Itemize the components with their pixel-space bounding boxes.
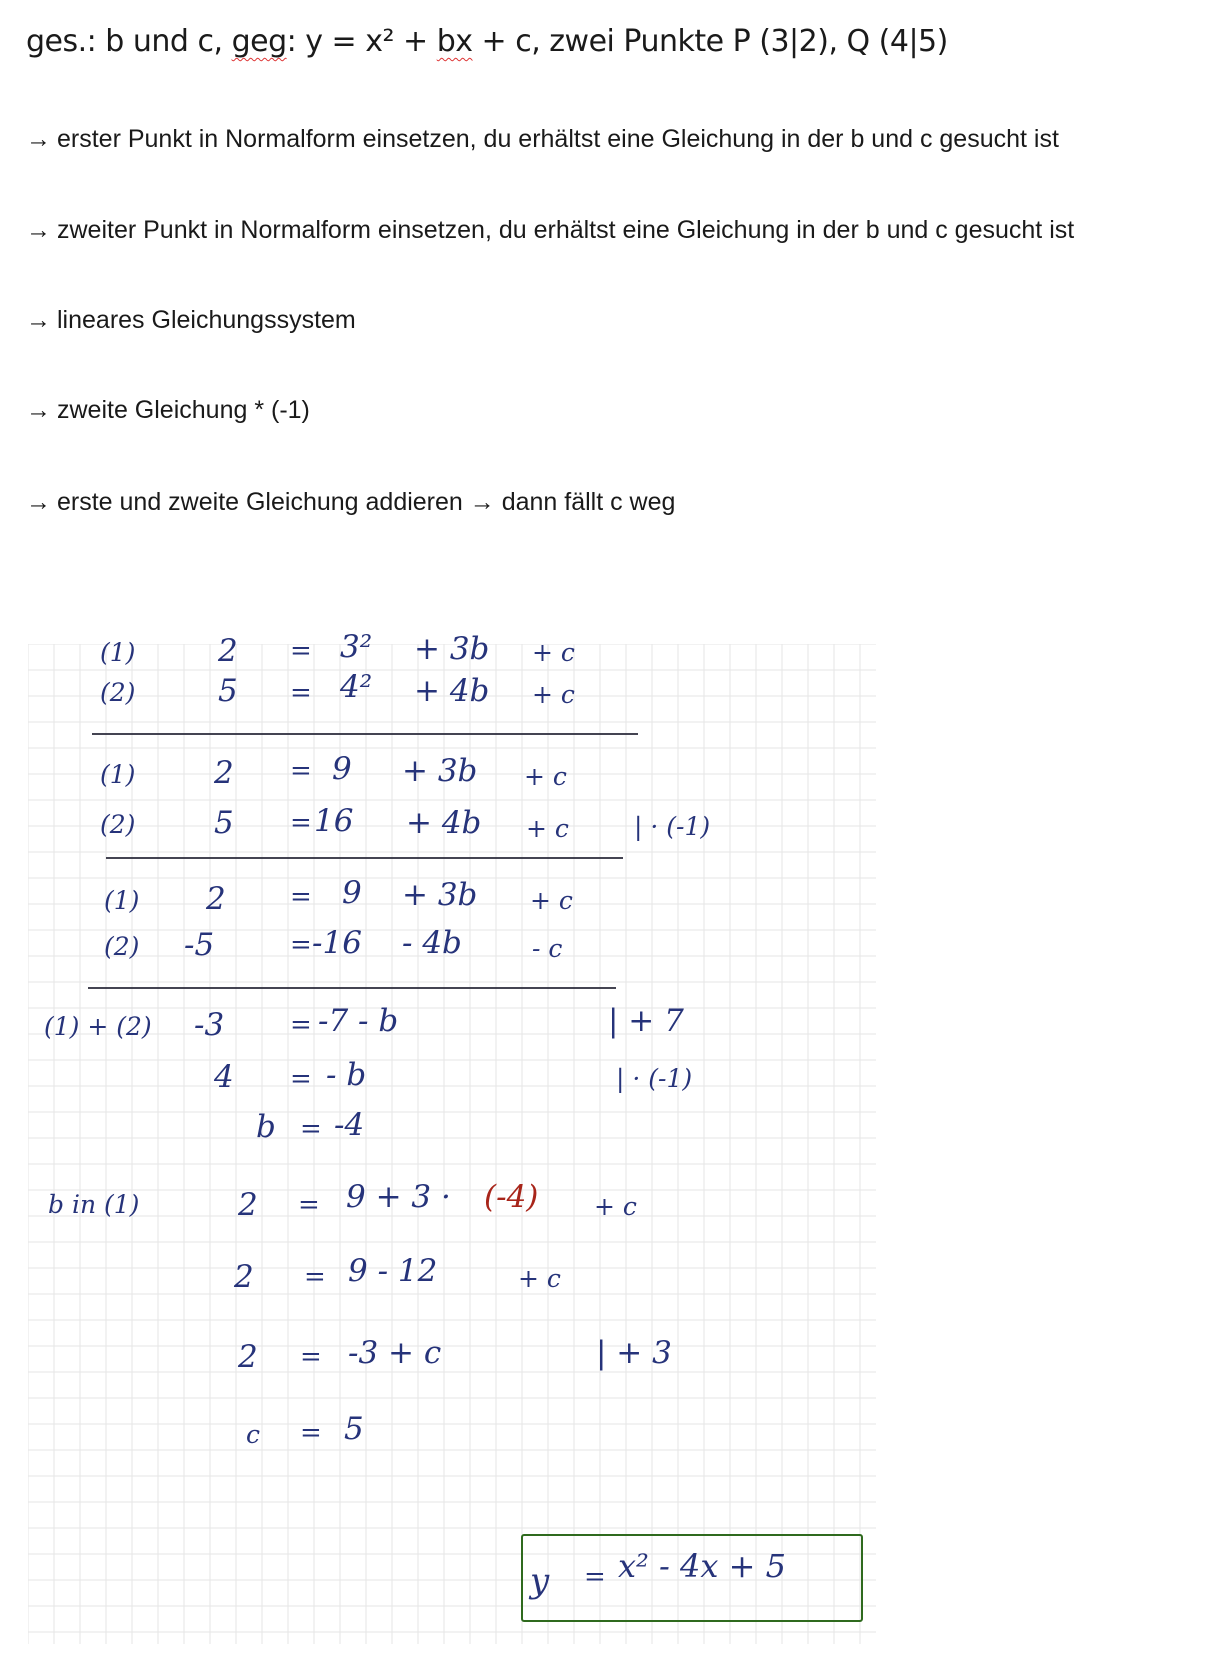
heading-prefix: ges.: b und c,	[26, 24, 232, 59]
equation-term: - 4b	[402, 925, 462, 961]
equals-sign: =	[300, 1418, 322, 1448]
equation-lhs: 5	[218, 673, 238, 709]
equals-sign: =	[290, 882, 312, 912]
heading-points: + c, zwei Punkte P (3|2), Q (4|5)	[472, 24, 948, 59]
graph-paper-grid	[28, 644, 876, 1644]
step-3	[26, 306, 356, 335]
operation-note: | · (-1)	[634, 812, 711, 841]
operation-note: | · (-1)	[616, 1064, 693, 1093]
equals-sign: =	[298, 1190, 320, 1220]
equation-lhs: 2	[238, 1339, 258, 1375]
equation-term: 16	[314, 803, 354, 839]
task-heading	[26, 24, 948, 59]
equation-rhs: - b	[326, 1057, 367, 1093]
equation-term: + 4b	[406, 805, 482, 841]
equation-lhs: -5	[184, 927, 215, 963]
equation-term: + c	[518, 1264, 561, 1293]
operation-note: | + 7	[608, 1003, 684, 1039]
equation-label: (1) + (2)	[44, 1012, 152, 1041]
equals-sign: =	[304, 1262, 326, 1292]
equation-term: 3²	[340, 629, 373, 665]
equals-sign: =	[290, 636, 312, 666]
substituted-value: (-4)	[484, 1179, 539, 1215]
step-1	[26, 125, 1059, 154]
equation-term: - c	[532, 934, 563, 963]
arrow-icon: →	[26, 396, 51, 424]
operation-note: | + 3	[596, 1335, 672, 1371]
arrow-icon: →	[26, 125, 51, 153]
equation-label: (1)	[100, 760, 136, 789]
answer-rhs: x² - 4x + 5	[618, 1547, 786, 1585]
equation-label: (2)	[100, 678, 136, 707]
equation-label: (1)	[100, 638, 136, 667]
equals-sign: =	[300, 1342, 322, 1372]
equals-sign: =	[290, 1064, 312, 1094]
equation-rhs: -7 - b	[318, 1003, 399, 1039]
equation-term: + 3b	[402, 877, 478, 913]
equation-term: 9	[332, 751, 352, 787]
equation-rhs: 9 + 3 ·	[346, 1179, 451, 1215]
equation-term: + c	[526, 814, 569, 843]
equation-term: 9	[342, 875, 362, 911]
step-4	[26, 396, 310, 425]
equation-term: + c	[532, 680, 575, 709]
step-5-text: erste und zweite Gleichung addieren → dann fällt c weg	[57, 488, 676, 516]
equation-lhs: 2	[214, 755, 234, 791]
step-2-text: zweiter Punkt in Normalform einsetzen, du erhältst eine Gleichung in der b und c gesucht ist	[57, 216, 1075, 244]
equals-sign: =	[290, 1010, 312, 1040]
result-value: 5	[344, 1411, 364, 1447]
equation-label: (2)	[104, 932, 140, 961]
equation-term: + c	[524, 762, 567, 791]
substitution-label: b in (1)	[48, 1190, 140, 1219]
equation-term: + 3b	[402, 753, 478, 789]
step-4-text: zweite Gleichung * (-1)	[57, 396, 310, 424]
heading-bx: bx	[436, 24, 473, 59]
heading-equation: : y = x² +	[286, 24, 437, 59]
equals-sign: =	[300, 1114, 322, 1144]
equation-rhs: -4	[334, 1107, 365, 1143]
equation-lhs: 2	[218, 633, 238, 669]
equation-term: -16	[312, 925, 362, 961]
equals-sign: =	[290, 678, 312, 708]
equals-sign: =	[584, 1562, 606, 1592]
equation-lhs: -3	[194, 1007, 225, 1043]
step-2	[26, 216, 1074, 245]
step-1-text: erster Punkt in Normalform einsetzen, du erhältst eine Gleichung in der b und c gesucht ist	[57, 125, 1059, 153]
equation-term: + 4b	[414, 673, 490, 709]
equation-lhs: 2	[238, 1187, 258, 1223]
step-5	[26, 488, 675, 517]
arrow-icon: →	[26, 306, 51, 334]
equation-term: + c	[530, 886, 573, 915]
equation-lhs: c	[246, 1420, 261, 1449]
heading-geg: geg	[231, 24, 287, 59]
equation-rhs: 9 - 12	[348, 1253, 438, 1289]
equation-lhs: 2	[206, 881, 226, 917]
equation-term: + 3b	[414, 631, 490, 667]
equation-label: (1)	[104, 886, 140, 915]
equals-sign: =	[290, 930, 312, 960]
equation-term: 4²	[340, 669, 373, 705]
equation-lhs: 5	[214, 805, 234, 841]
arrow-icon: →	[26, 488, 51, 516]
equation-term: + c	[532, 638, 575, 667]
step-3-text: lineares Gleichungssystem	[57, 306, 356, 334]
equation-term: + c	[594, 1192, 637, 1221]
arrow-icon: →	[26, 216, 51, 244]
equation-lhs: b	[256, 1109, 276, 1145]
equation-label: (2)	[100, 810, 136, 839]
equals-sign: =	[290, 756, 312, 786]
equals-sign: =	[290, 808, 312, 838]
equation-rhs: -3 + c	[348, 1335, 442, 1371]
handwritten-calculation-sheet	[28, 629, 876, 1644]
equation-lhs: 2	[234, 1259, 254, 1295]
equation-lhs: 4	[214, 1059, 234, 1095]
answer-y: y	[530, 1561, 550, 1601]
